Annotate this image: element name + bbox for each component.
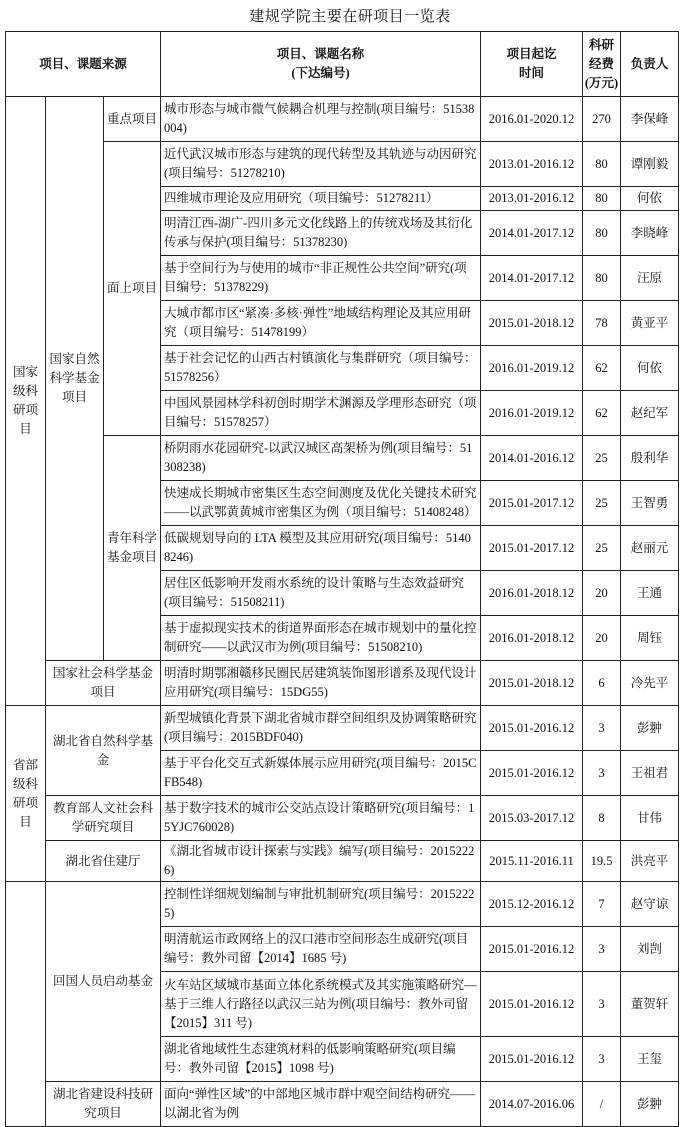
project-name: 居住区低影响开发雨水系统的设计策略与生态效益研究(项目编号：51508211) [161,571,481,616]
project-leader: 彭翀 [621,1082,679,1127]
project-time: 2016.01-2018.12 [481,571,583,616]
project-time: 2015.11-2016.11 [481,841,583,882]
project-name: 明清航运市政网络上的汉口港市空间形态生成研究(项目编号：教外司留【2014】1685 号) [161,927,481,972]
table-row [6,706,679,751]
source-nsfc-general: 面上项目 [104,142,161,436]
header-funding-line: 科研 [589,37,615,52]
project-time: 2014.07-2016.06 [481,1082,583,1127]
project-funding: 80 [583,142,621,187]
table-row [6,436,679,481]
header-funding-sub: 经费 [589,56,615,71]
header-name-line: 项目、课题名称 [276,47,365,61]
project-leader: 刘剀 [621,927,679,972]
project-funding: 25 [583,436,621,481]
header-time-line: 项目起讫 [506,47,557,61]
source-nsfc-key: 重点项目 [104,97,161,142]
source-nssf: 国家社会科学基金项目 [46,661,161,706]
project-time: 2015.01-2017.12 [481,526,583,571]
project-time: 2014.01-2017.12 [481,256,583,301]
project-name: 近代武汉城市形态与建筑的现代转型及其轨迹与动因研究(项目编号：51278210) [161,142,481,187]
project-funding: 3 [583,1037,621,1082]
projects-table [5,31,679,1127]
project-name: 基于空间行为与使用的城市“非正规性公共空间”研究(项目编号：51378229) [161,256,481,301]
project-funding: 20 [583,571,621,616]
project-leader: 洪亮平 [621,841,679,882]
project-funding: 3 [583,706,621,751]
source-hubei-nsf: 湖北省自然科学基金 [46,706,161,796]
project-leader: 汪原 [621,256,679,301]
table-row [6,841,679,882]
project-name: 新型城镇化背景下湖北省城市群空间组织及协调策略研究(项目编号：2015BDF040) [161,706,481,751]
project-leader: 赵纪军 [621,391,679,436]
project-funding: 25 [583,526,621,571]
project-name: 《湖北省城市设计探索与实践》编写(项目编号：20152226) [161,841,481,882]
project-leader: 何依 [621,187,679,211]
project-time: 2013.01-2016.12 [481,187,583,211]
project-leader: 王祖君 [621,751,679,796]
project-leader: 甘伟 [621,796,679,841]
project-funding: 3 [583,927,621,972]
project-name: 桥阴雨水花园研究-以武汉城区高架桥为例(项目编号：51308238) [161,436,481,481]
project-time: 2013.01-2016.12 [481,142,583,187]
project-time: 2014.01-2016.12 [481,436,583,481]
project-name: 火车站区域城市基面立体化系统模式及其实施策略研究—基于三维人行路径以武汉三站为例(项目编号：教外司留【2015】311 号) [161,972,481,1037]
project-funding: 270 [583,97,621,142]
project-name: 中国风景园林学科初创时期学术渊源及学理形态研究（项目编号：51578257） [161,391,481,436]
project-funding: 8 [583,796,621,841]
project-name: 低碳规划导向的 LTA 模型及其应用研究(项目编号：51408246) [161,526,481,571]
project-name: 控制性详细规划编制与审批机制研究(项目编号：20152225) [161,882,481,927]
project-funding: 7 [583,882,621,927]
project-time: 2015.01-2018.12 [481,661,583,706]
project-leader: 周钰 [621,616,679,661]
source-empty [6,882,46,1127]
source-provincial: 省部级科研项目 [6,706,46,882]
project-time: 2016.01-2018.12 [481,616,583,661]
project-leader: 王玺 [621,1037,679,1082]
project-name: 基于虚拟现实技术的街道界面形态在城市规划中的量化控制研究——以武汉市为例(项目编号：51508210) [161,616,481,661]
project-time: 2015.01-2016.12 [481,751,583,796]
source-moe-hss: 教育部人文社会科学研究项目 [46,796,161,841]
project-time: 2014.01-2017.12 [481,211,583,256]
project-funding: / [583,1082,621,1127]
project-name: 基于平台化交互式新媒体展示应用研究(项目编号：2015CFB548) [161,751,481,796]
source-nsfc: 国家自然科学基金项目 [46,97,104,661]
project-funding: 20 [583,616,621,661]
header-funding-unit: (万元) [584,75,619,90]
project-time: 2015.01-2016.12 [481,706,583,751]
header-name [161,32,481,97]
project-name: 湖北省地域性生态建筑材料的低影响策略研究(项目编号：教外司留【2015】1098 号) [161,1037,481,1082]
project-leader: 赵守谅 [621,882,679,927]
project-leader: 黄亚平 [621,301,679,346]
project-time: 2015.01-2017.12 [481,481,583,526]
project-time: 2015.03-2017.12 [481,796,583,841]
header-source: 项目、课题来源 [6,32,161,97]
header-name-sub: (下达编号) [291,66,350,80]
project-name: 城市形态与城市微气候耦合机理与控制(项目编号：51538004) [161,97,481,142]
project-name: 四维城市理论及应用研究（项目编号：51278211） [161,187,481,211]
table-row [6,142,679,187]
project-time: 2015.01-2016.12 [481,927,583,972]
project-funding: 62 [583,346,621,391]
project-funding: 3 [583,972,621,1037]
table-row [6,1082,679,1127]
project-leader: 何依 [621,346,679,391]
table-row [6,661,679,706]
source-nsfc-youth: 青年科学基金项目 [104,436,161,661]
project-leader: 董贺轩 [621,972,679,1037]
project-funding: 80 [583,211,621,256]
project-leader: 李保峰 [621,97,679,142]
source-hubei-construction: 湖北省建设科技研究项目 [46,1082,161,1127]
project-funding: 80 [583,187,621,211]
project-leader: 赵丽元 [621,526,679,571]
project-name: 基于数字技术的城市公交站点设计策略研究(项目编号：15YJC760028) [161,796,481,841]
project-funding: 25 [583,481,621,526]
document-title: 建规学院主要在研项目一览表 [249,9,451,25]
table-row [6,796,679,841]
header-funding [583,32,621,97]
project-leader: 谭刚毅 [621,142,679,187]
project-leader: 李晓峰 [621,211,679,256]
header-row [6,32,679,97]
source-national: 国家级科研项目 [6,97,46,706]
project-leader: 王通 [621,571,679,616]
project-funding: 3 [583,751,621,796]
project-name: 面向“弹性区域”的中部地区城市群中观空间结构研究——以湖北省为例 [161,1082,481,1127]
project-funding: 62 [583,391,621,436]
project-time: 2015.01-2016.12 [481,1037,583,1082]
project-funding: 78 [583,301,621,346]
project-leader: 王智勇 [621,481,679,526]
project-funding: 19.5 [583,841,621,882]
table-row [6,97,679,142]
project-name: 基于社会记忆的山西古村镇演化与集群研究（项目编号：51578256） [161,346,481,391]
project-leader: 彭翀 [621,706,679,751]
project-time: 2016.01-2019.12 [481,391,583,436]
project-time: 2015.01-2016.12 [481,972,583,1037]
project-name: 明清江西-湖广-四川多元文化线路上的传统戏场及其衍化传承与保护(项目编号：51378230) [161,211,481,256]
project-funding: 80 [583,256,621,301]
header-leader: 负责人 [621,32,679,97]
project-time: 2015.12-2016.12 [481,882,583,927]
header-time [481,32,583,97]
source-hubei-housing: 湖北省住建厅 [46,841,161,882]
project-leader: 冷先平 [621,661,679,706]
project-name: 明清时期鄂湘赣移民圈民居建筑装饰图形谱系及现代设计应用研究(项目编号：15DG55) [161,661,481,706]
source-returnee: 回国人员启动基金 [46,882,161,1082]
project-leader: 殷利华 [621,436,679,481]
project-name: 大城市都市区“紧凑·多核·弹性”地域结构理论及其应用研究（项目编号：51478199） [161,301,481,346]
table-row [6,882,679,927]
project-time: 2015.01-2018.12 [481,301,583,346]
project-funding: 6 [583,661,621,706]
project-time: 2016.01-2019.12 [481,346,583,391]
project-name: 快速成长期城市密集区生态空间测度及优化关键技术研究——以武鄂黄黄城市密集区为例（项目编号：51408248） [161,481,481,526]
header-time-sub: 时间 [519,66,545,80]
project-time: 2016.01-2020.12 [481,97,583,142]
